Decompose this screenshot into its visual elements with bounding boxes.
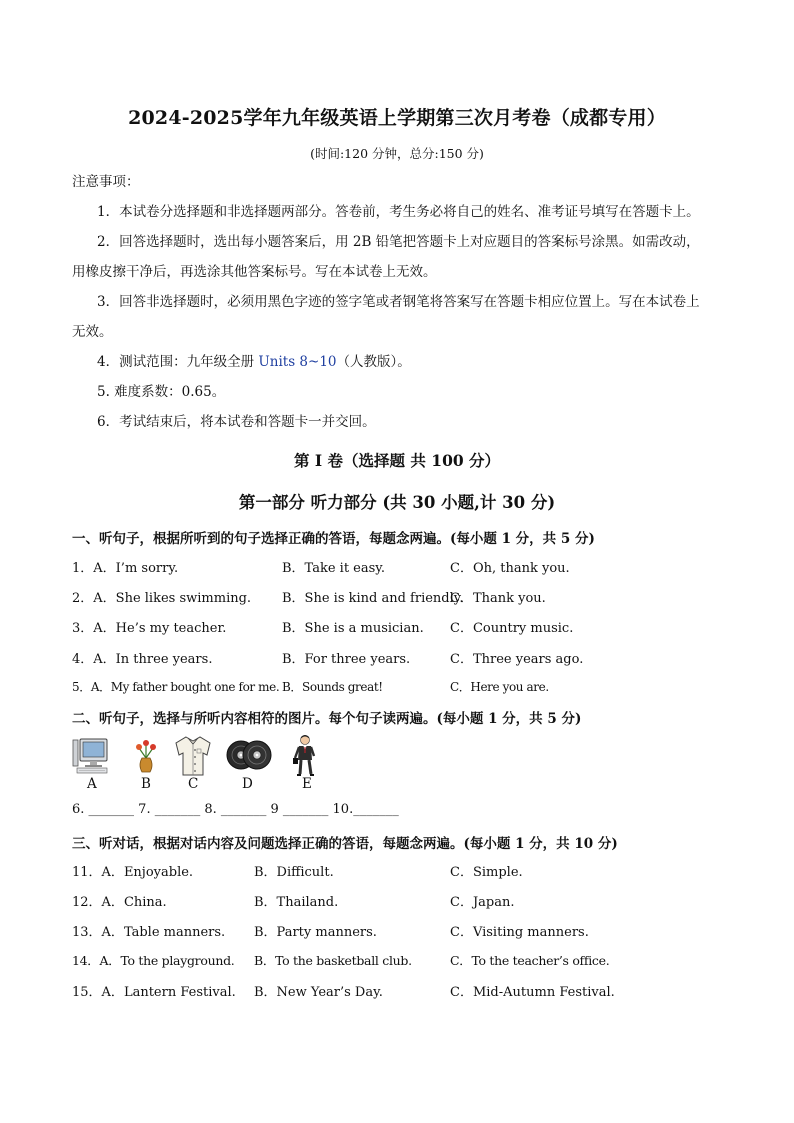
exam-subtitle: (时间:120 分钟，总分:150 分) <box>310 146 484 161</box>
question-number: 14．A． <box>72 953 121 968</box>
notice-item-3-line-1: 3．回答非选择题时，必须用黑色字迹的签字笔或者钢笔将答案写在答题卡相应位置上。写在本试卷上 <box>97 294 700 310</box>
question-row <box>72 587 251 606</box>
option-a: Table manners. <box>123 925 226 940</box>
option-a: Enjoyable. <box>123 865 194 880</box>
option-c: C．Three years ago. <box>450 652 584 667</box>
notice-item-6: 6．考试结束后，将本试卷和答题卡一并交回。 <box>97 414 376 430</box>
option-b: B．New Year’s Day. <box>254 985 383 1000</box>
section-2-heading: 二、听句子，选择与所听内容相符的图片。每个句子读两遍。(每小题 1 分，共 5 分) <box>72 711 582 727</box>
part-title: 第一部分 听力部分 (共 30 小题,计 30 分) <box>238 493 556 512</box>
option-a: Lantern Festival. <box>123 985 236 1000</box>
option-a: In three years. <box>115 652 213 667</box>
picture-label-c: C <box>188 776 199 792</box>
flower-vase-icon <box>134 738 158 774</box>
question-row <box>72 921 225 940</box>
option-b: B．Sounds great! <box>282 680 383 694</box>
question-row <box>72 981 236 1000</box>
question-row <box>72 557 178 576</box>
question-number: 11．A． <box>72 865 124 880</box>
question-number: 4．A． <box>72 652 116 667</box>
question-row <box>72 678 279 695</box>
picture-label-b: B <box>141 776 151 792</box>
question-row <box>72 951 234 969</box>
question-row <box>72 617 226 636</box>
option-c: C．Thank you. <box>450 591 546 606</box>
option-a: China. <box>123 895 167 910</box>
option-c: C．Japan. <box>450 895 515 910</box>
option-c: C．Simple. <box>450 865 523 880</box>
notice-item-4 <box>97 352 411 372</box>
shirt-icon <box>174 735 212 777</box>
computer-icon <box>72 737 110 775</box>
option-a: I’m sorry. <box>115 561 179 576</box>
option-b: B．Take it easy. <box>282 561 386 576</box>
answer-blanks: 6. _______ 7. _______ 8. _______ 9 _______ 10._______ <box>72 802 399 817</box>
option-b: B．She is kind and friendly. <box>282 591 464 606</box>
notice-item-4-suffix: （人教版）。 <box>336 354 411 370</box>
section-1-heading: 一、听句子，根据所听到的句子选择正确的答语，每题念两遍。(每小题 1 分，共 5 分) <box>72 531 595 547</box>
question-number: 3．A． <box>72 621 116 636</box>
option-c: C．Oh, thank you. <box>450 561 570 576</box>
notice-item-2-line-1: 2．回答选择题时，选出每小题答案后，用 2B 铅笔把答题卡上对应题目的答案标号涂黑。如需改动， <box>97 234 700 250</box>
option-c: C．Mid-Autumn Festival. <box>450 985 615 1000</box>
cd-discs-icon <box>226 737 272 773</box>
question-number: 1．A． <box>72 561 116 576</box>
question-number: 2．A． <box>72 591 116 606</box>
option-b: B．She is a musician. <box>282 621 424 636</box>
section-3-heading: 三、听对话，根据对话内容及问题选择正确的答语，每题念两遍。(每小题 1 分，共 10 分) <box>72 836 618 852</box>
option-c: C．To the teacher’s office. <box>450 953 610 968</box>
option-c: C．Country music. <box>450 621 574 636</box>
option-a: To the playground. <box>120 953 235 968</box>
question-row <box>72 861 193 880</box>
picture-label-e: E <box>302 776 312 792</box>
volume-title: 第 I 卷（选择题 共 100 分） <box>293 451 501 470</box>
option-b: B．Party manners. <box>254 925 377 940</box>
question-number: 13．A． <box>72 925 124 940</box>
option-c: C．Visiting manners. <box>450 925 589 940</box>
question-number: 15．A． <box>72 985 124 1000</box>
picture-label-d: D <box>242 776 253 792</box>
question-number: 12．A． <box>72 895 124 910</box>
picture-label-a: A <box>87 776 97 792</box>
notice-item-1: 1．本试卷分选择题和非选择题两部分。答卷前，考生务必将自己的姓名、准考证号填写在答题卡上。 <box>97 204 700 220</box>
option-b: B．For three years. <box>282 652 411 667</box>
option-a: My father bought one for me. <box>110 680 280 694</box>
notice-item-4-prefix: 4．测试范围：九年级全册 <box>97 354 259 370</box>
notice-item-2-line-2: 用橡皮擦干净后，再选涂其他答案标号。写在本试卷上无效。 <box>72 264 437 280</box>
notice-item-4-units-link[interactable]: Units 8~10 <box>258 354 337 370</box>
option-b: B．Thailand. <box>254 895 339 910</box>
option-a: She likes swimming. <box>115 591 252 606</box>
option-c: C．Here you are. <box>450 680 549 694</box>
question-row <box>72 891 167 910</box>
notice-item-5: 5. 难度系数：0.65。 <box>97 384 226 400</box>
exam-title: 2024-2025学年九年级英语上学期第三次月考卷（成都专用） <box>128 107 666 129</box>
option-b: B．To the basketball club. <box>254 953 412 968</box>
notice-item-3-line-2: 无效。 <box>72 324 113 340</box>
notice-heading: 注意事项： <box>72 174 140 190</box>
question-number: 5．A． <box>72 680 111 694</box>
option-a: He’s my teacher. <box>115 621 227 636</box>
question-row <box>72 648 212 667</box>
businessman-icon <box>292 734 318 778</box>
option-b: B．Difficult. <box>254 865 334 880</box>
